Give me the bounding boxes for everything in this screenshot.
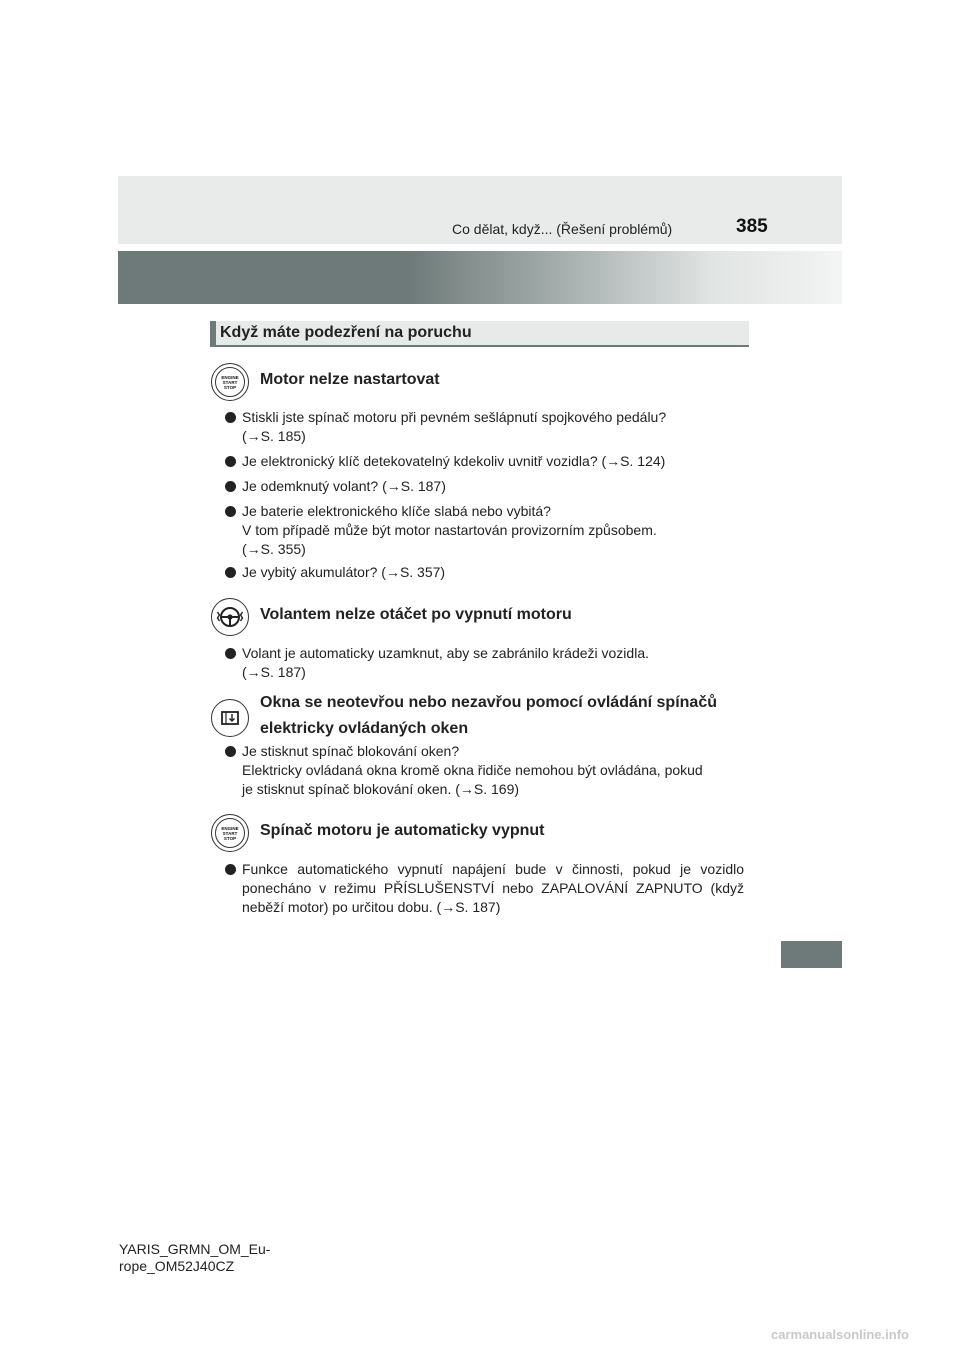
chapter-gradient-band: [118, 251, 842, 304]
section-title: Když máte podezření na poruchu: [220, 324, 472, 341]
bullet: [225, 412, 236, 423]
subheading-windows: Okna se neotevřou nebo nezavřou pomocí ovládání spínačů elektricky ovládaných oken: [260, 694, 717, 737]
bullet-text: Je odemknutý volant? (→S. 187): [242, 478, 446, 494]
subheading-engine-wont-start: Motor nelze nastartovat: [260, 371, 440, 388]
watermark: carmanualsonline.info: [771, 1327, 909, 1342]
steering-lock-icon: [211, 598, 249, 636]
footer-doc-code: YARIS_GRMN_OM_Eu- rope_OM52J40CZ: [119, 1241, 271, 1274]
header-title: Co dělat, když... (Řešení problémů): [452, 221, 673, 237]
bullet: [225, 864, 236, 875]
bullet-text: Funkce automatického vypnutí napájení bude v činnosti, pokud je vozidlo ponecháno v režimu PŘÍSLUŠENSTVÍ nebo ZAPALOVÁNÍ ZAPNUTO (když neběží motor) po určitou dobu. (→S. 187): [242, 861, 744, 915]
page-number: 385: [736, 216, 768, 237]
bullet: [225, 456, 236, 467]
engine-start-stop-icon: ENGINE START STOP: [211, 363, 249, 401]
bullet-text: Je vybitý akumulátor? (→S. 357): [242, 564, 446, 580]
subheading-steering-locked: Volantem nelze otáčet po vypnutí motoru: [260, 606, 572, 623]
bullet: [225, 481, 236, 492]
bullet: [225, 567, 236, 578]
engine-start-stop-icon: ENGINE START STOP: [211, 814, 249, 852]
bullet-text: Stiskli jste spínač motoru při pevném sešlápnutí spojkového pedálu? (→S. 185): [242, 409, 667, 444]
bullet-text: Je elektronický klíč detekovatelný kdekoliv uvnitř vozidla? (→S. 124): [242, 453, 666, 469]
subheading-auto-power-off: Spínač motoru je automaticky vypnut: [260, 822, 545, 839]
bullet: [225, 506, 236, 517]
bullet: [225, 746, 236, 757]
bullet-text: Je baterie elektronického klíče slabá nebo vybitá? V tom případě může být motor nastartován provizorním způsobem. (→S. 355): [242, 503, 657, 557]
bullet: [225, 648, 236, 659]
bullet-text: Je stisknut spínač blokování oken? Elektricky ovládaná okna kromě okna řidiče nemohou být ovládána, pokud je stisknut spínač blokování oken. (→S. 169): [242, 743, 703, 797]
chapter-tab-marker: [781, 941, 842, 968]
window-lock-icon: [211, 699, 249, 737]
bullet-text: Volant je automaticky uzamknut, aby se zabránilo krádeži vozidla. (→S. 187): [242, 645, 649, 680]
